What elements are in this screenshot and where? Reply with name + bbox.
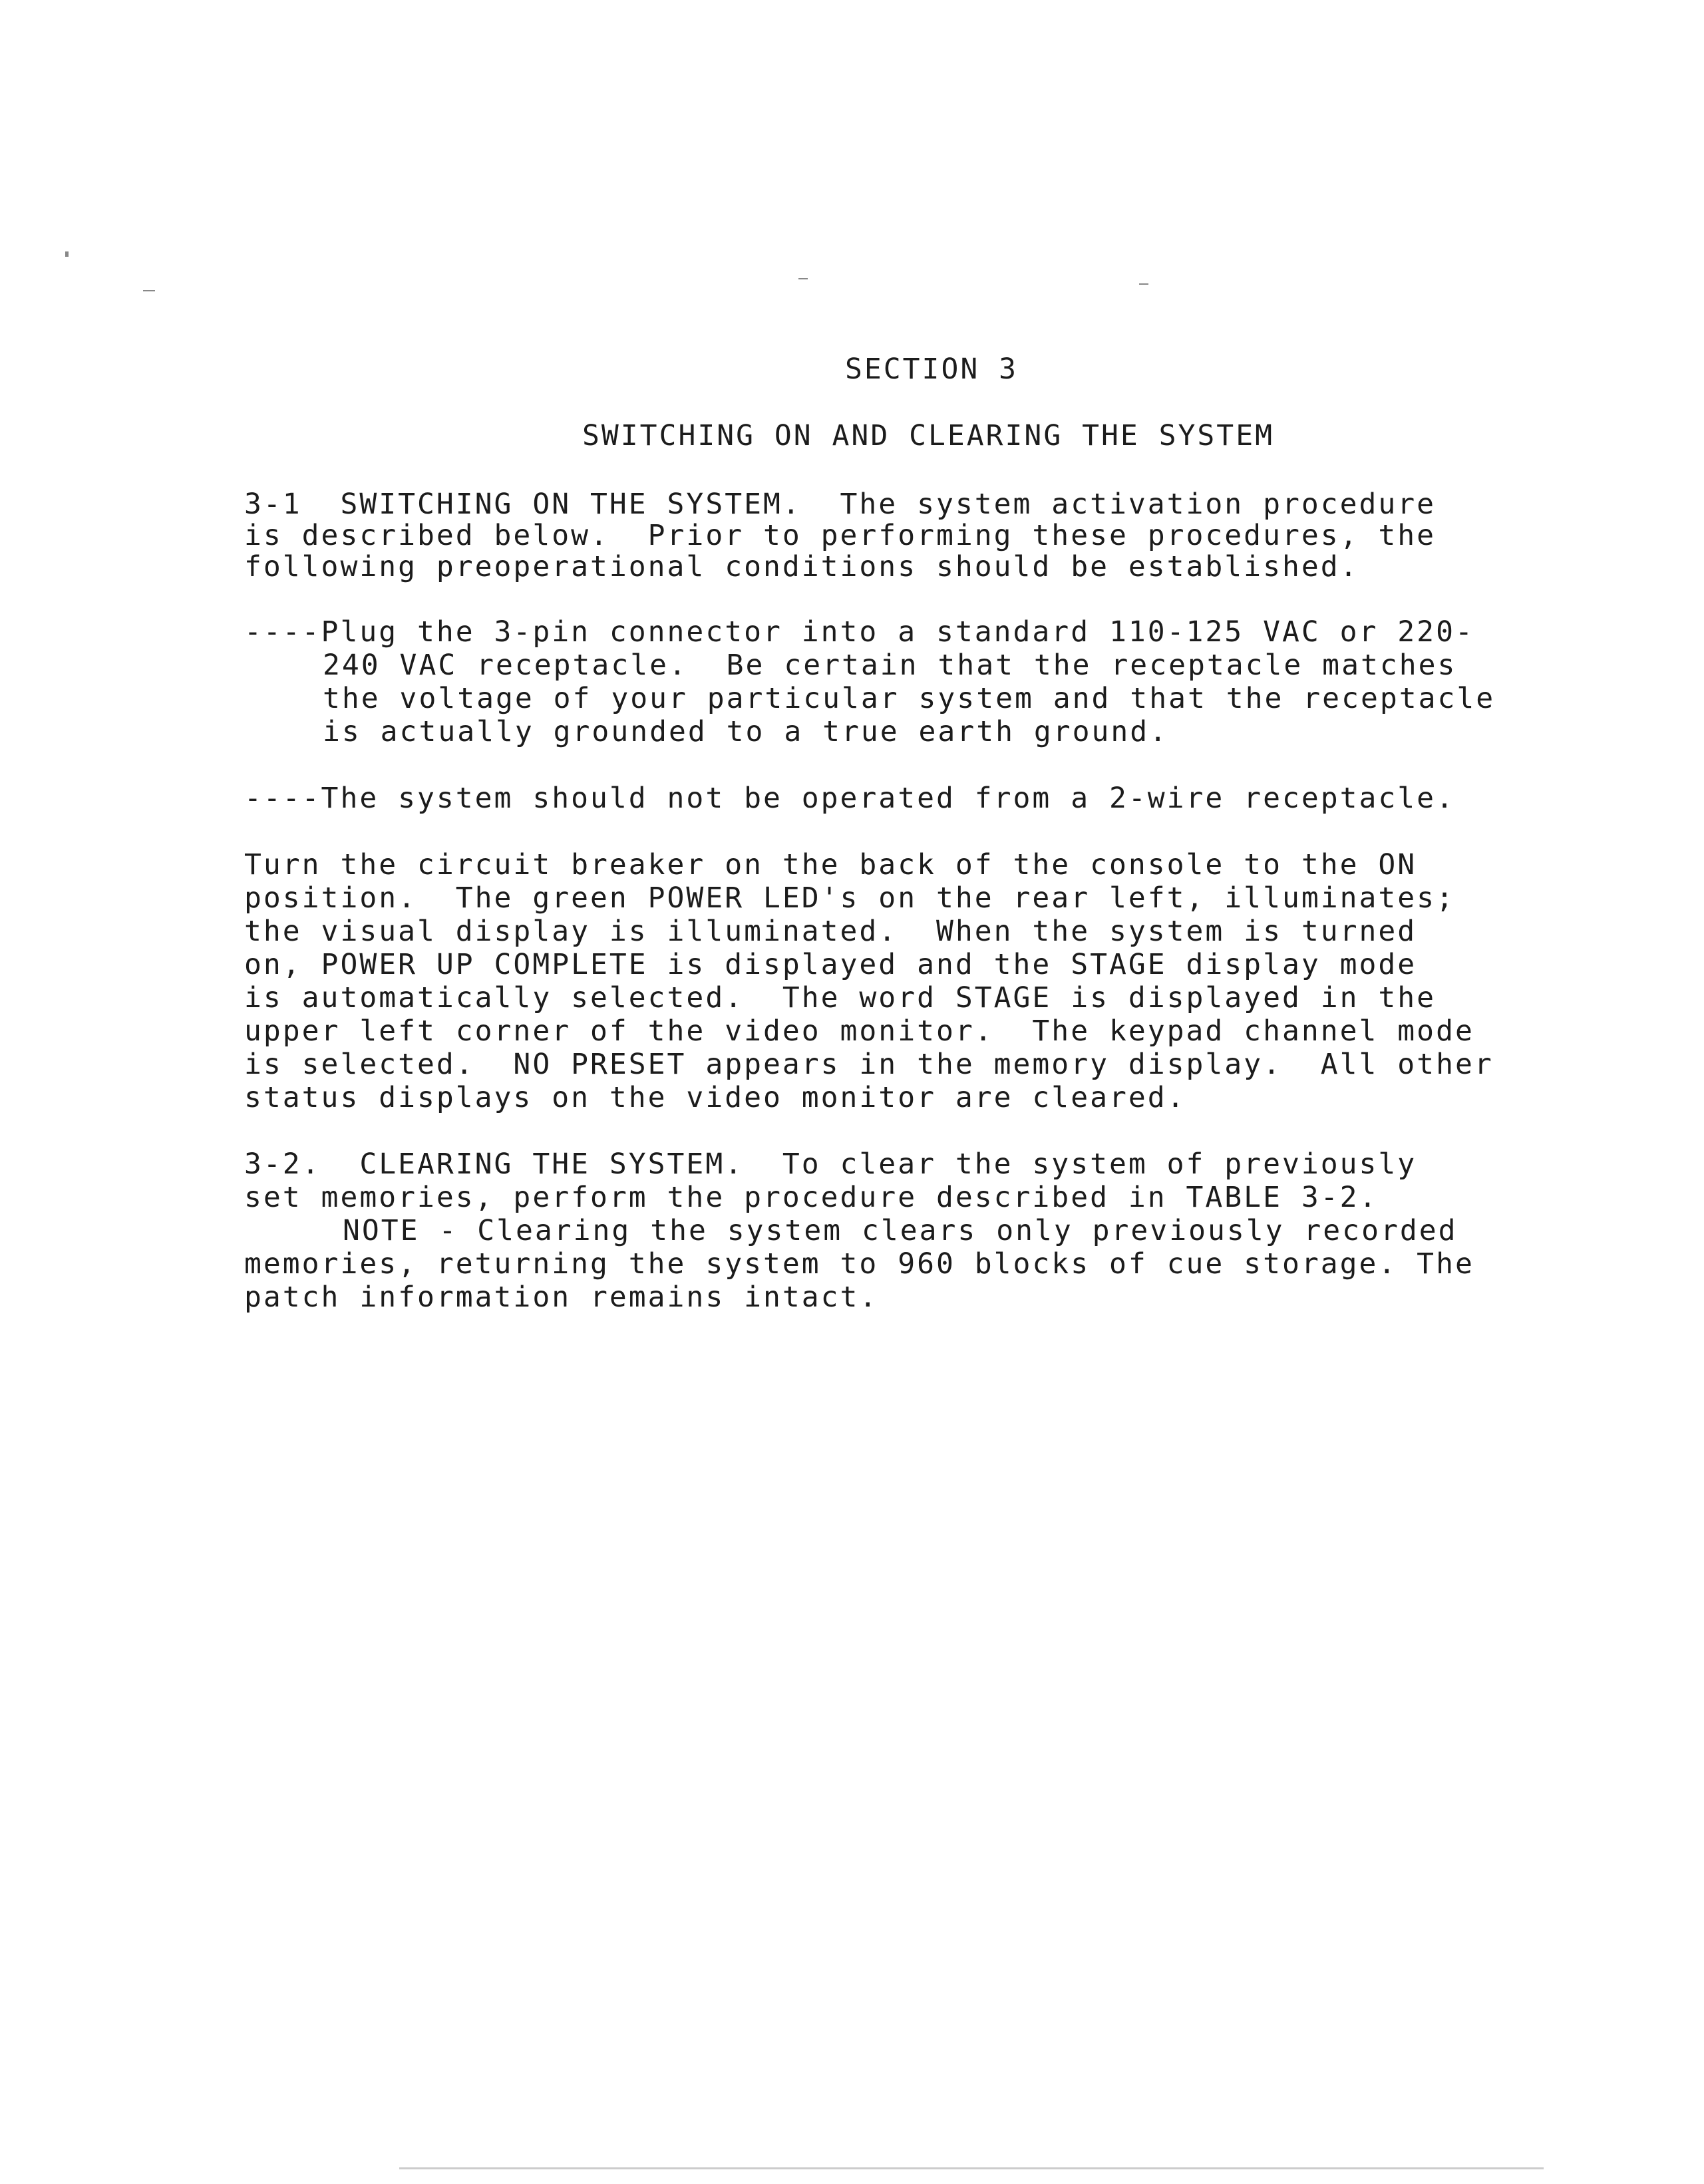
para-turn-on-line: is automatically selected. The word STAGE is displayed in the: [244, 981, 1437, 1014]
scan-speck: [65, 251, 69, 257]
para-turn-on-line: upper left corner of the video monitor. The keypad channel mode: [244, 1014, 1474, 1048]
section-title: SWITCHING ON AND CLEARING THE SYSTEM: [582, 419, 1274, 452]
section-number: SECTION 3: [845, 353, 1018, 386]
para-turn-on-line: position. The green POWER LED's on the rear left, illuminates;: [244, 881, 1455, 915]
scan-speck: [1139, 283, 1148, 285]
bullet-2-line: ----The system should not be operated from a 2-wire receptacle.: [244, 782, 1455, 815]
bullet-1-line: 240 VAC receptacle. Be certain that the receptacle matches: [323, 649, 1457, 682]
bullet-1-line: is actually grounded to a true earth ground.: [323, 715, 1169, 748]
para-turn-on-line: status displays on the video monitor are cleared.: [244, 1081, 1186, 1114]
scan-bottom-edge: [399, 2167, 1544, 2169]
para-3-2-note-line: NOTE - Clearing the system clears only previously recorded: [343, 1214, 1458, 1247]
para-turn-on-line: is selected. NO PRESET appears in the memory display. All other: [244, 1048, 1494, 1081]
para-3-2-line: patch information remains intact.: [244, 1281, 879, 1314]
para-turn-on-line: on, POWER UP COMPLETE is displayed and the STAGE display mode: [244, 948, 1417, 981]
scan-speck: [143, 290, 155, 291]
para-3-2-line: 3-2. CLEARING THE SYSTEM. To clear the system of previously: [244, 1148, 1417, 1181]
para-3-1-line: following preoperational conditions should be established.: [244, 550, 1359, 583]
para-3-2-line: memories, returning the system to 960 blocks of cue storage. The: [244, 1247, 1474, 1281]
bullet-1-line: the voltage of your particular system and that the receptacle: [323, 682, 1496, 715]
bullet-1-line: ----Plug the 3-pin connector into a standard 110-125 VAC or 220-: [244, 615, 1474, 649]
para-3-2-line: set memories, perform the procedure described in TABLE 3-2.: [244, 1181, 1379, 1214]
para-turn-on-line: Turn the circuit breaker on the back of the console to the ON: [244, 848, 1417, 881]
scan-speck: [798, 278, 808, 279]
para-turn-on-line: the visual display is illuminated. When the system is turned: [244, 915, 1417, 948]
para-3-1-line: 3-1 SWITCHING ON THE SYSTEM. The system activation procedure: [244, 488, 1437, 521]
para-3-1-line: is described below. Prior to performing these procedures, the: [244, 519, 1437, 552]
